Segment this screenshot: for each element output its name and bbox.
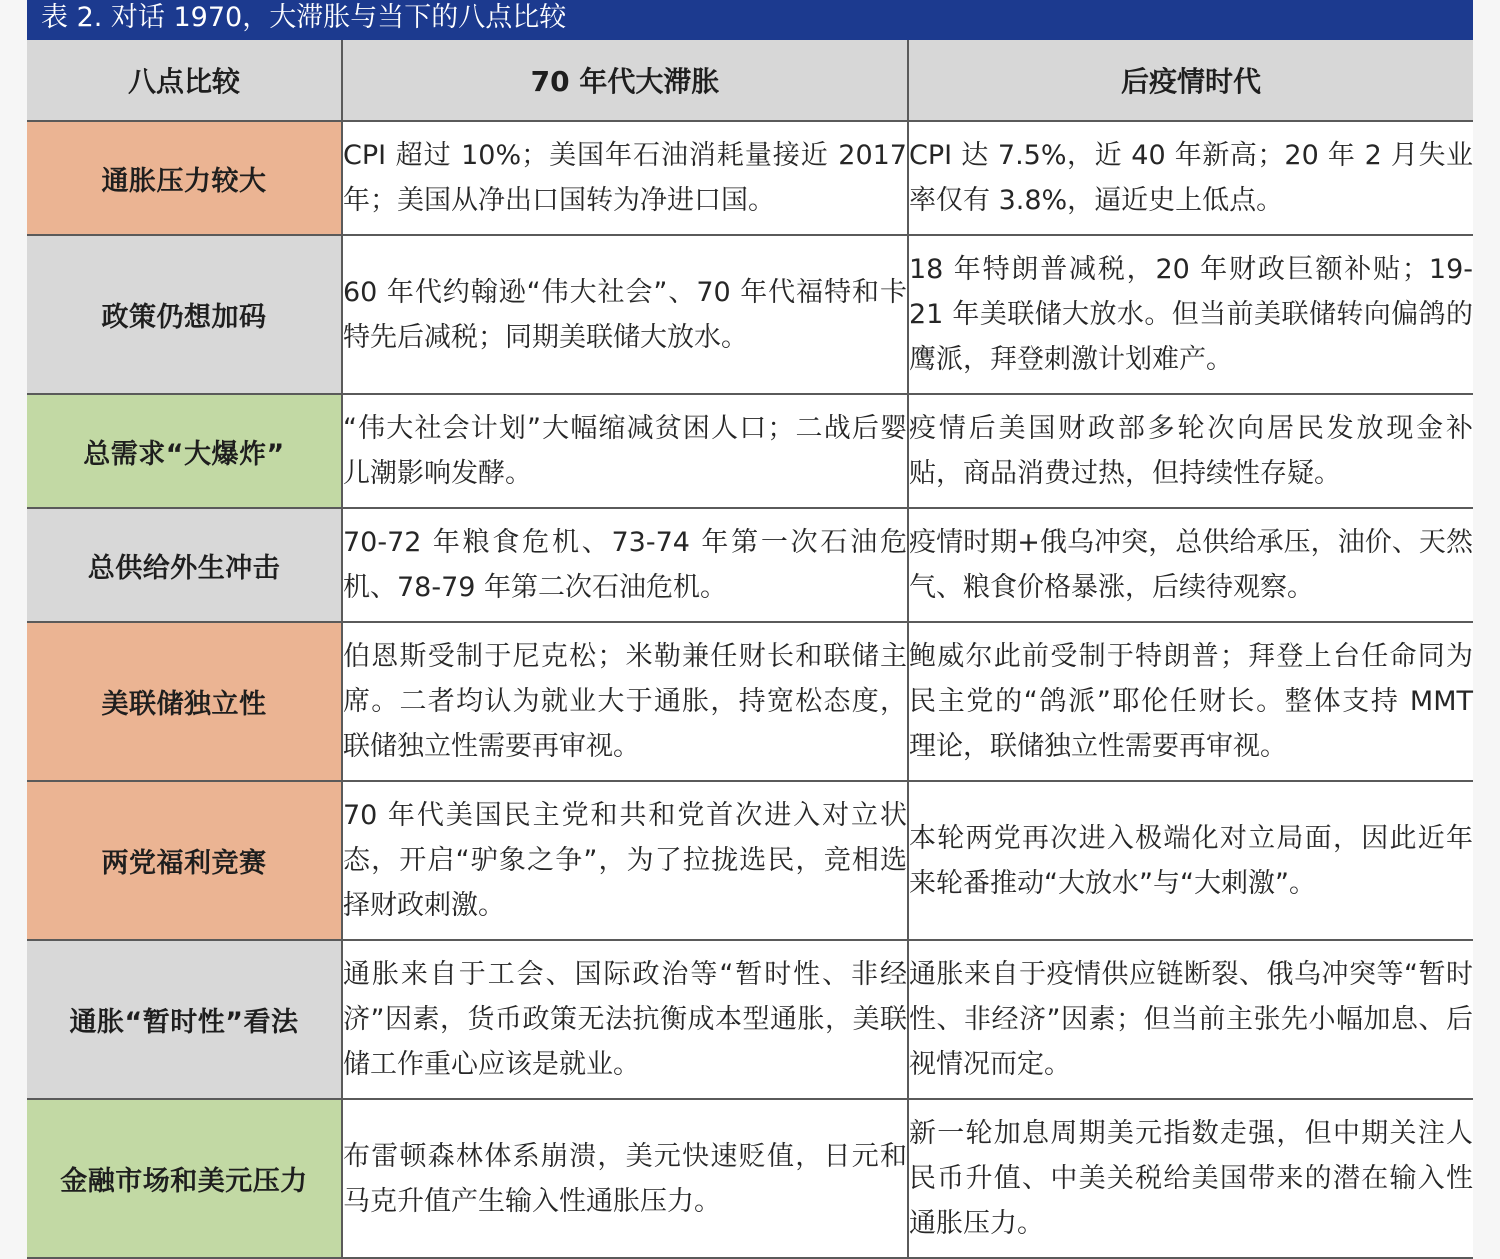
header-1970s: 70 年代大滞胀	[342, 40, 908, 121]
table-title: 表 2. 对话 1970，大滞胀与当下的八点比较	[27, 0, 1473, 40]
row-label: 通胀压力较大	[27, 121, 342, 235]
table-row	[27, 622, 1473, 781]
table-row	[27, 508, 1473, 622]
header-row	[27, 40, 1473, 121]
row-label: 美联储独立性	[27, 622, 342, 781]
table-row	[27, 781, 1473, 940]
row-label: 政策仍想加码	[27, 235, 342, 394]
cell-1970s: “伟大社会计划”大幅缩减贫困人口；二战后婴儿潮影响发酵。	[342, 394, 908, 508]
row-label: 通胀“暂时性”看法	[27, 940, 342, 1099]
cell-post-pandemic: 疫情时期+俄乌冲突，总供给承压，油价、天然气、粮食价格暴涨，后续待观察。	[908, 508, 1473, 622]
cell-1970s: 布雷顿森林体系崩溃，美元快速贬值，日元和马克升值产生输入性通胀压力。	[342, 1099, 908, 1258]
header-post-pandemic: 后疫情时代	[908, 40, 1473, 121]
cell-1970s: 伯恩斯受制于尼克松；米勒兼任财长和联储主席。二者均认为就业大于通胀，持宽松态度，联储独立性需要再审视。	[342, 622, 908, 781]
header-aspect: 八点比较	[27, 40, 342, 121]
cell-post-pandemic: 通胀来自于疫情供应链断裂、俄乌冲突等“暂时性、非经济”因素；但当前主张先小幅加息、后视情况而定。	[908, 940, 1473, 1099]
cell-post-pandemic: 新一轮加息周期美元指数走强，但中期关注人民币升值、中美关税给美国带来的潜在输入性通胀压力。	[908, 1099, 1473, 1258]
cell-1970s: CPI 超过 10%；美国年石油消耗量接近 2017 年；美国从净出口国转为净进口国。	[342, 121, 908, 235]
cell-1970s: 通胀来自于工会、国际政治等“暂时性、非经济”因素，货币政策无法抗衡成本型通胀，美联储工作重心应该是就业。	[342, 940, 908, 1099]
cell-post-pandemic: 鲍威尔此前受制于特朗普；拜登上台任命同为民主党的“鸽派”耶伦任财长。整体支持 MMT 理论，联储独立性需要再审视。	[908, 622, 1473, 781]
cell-1970s: 70 年代美国民主党和共和党首次进入对立状态，开启“驴象之争”，为了拉拢选民，竞相选择财政刺激。	[342, 781, 908, 940]
row-label: 总供给外生冲击	[27, 508, 342, 622]
table-row	[27, 121, 1473, 235]
cell-post-pandemic: 疫情后美国财政部多轮次向居民发放现金补贴，商品消费过热，但持续性存疑。	[908, 394, 1473, 508]
cell-1970s: 70-72 年粮食危机、73-74 年第一次石油危机、78-79 年第二次石油危机。	[342, 508, 908, 622]
table-row	[27, 235, 1473, 394]
cell-post-pandemic: CPI 达 7.5%，近 40 年新高；20 年 2 月失业率仅有 3.8%，逼近史上低点。	[908, 121, 1473, 235]
cell-post-pandemic: 18 年特朗普减税，20 年财政巨额补贴；19-21 年美联储大放水。但当前美联储转向偏鸽的鹰派，拜登刺激计划难产。	[908, 235, 1473, 394]
row-label: 两党福利竞赛	[27, 781, 342, 940]
table-row	[27, 940, 1473, 1099]
cell-post-pandemic: 本轮两党再次进入极端化对立局面，因此近年来轮番推动“大放水”与“大刺激”。	[908, 781, 1473, 940]
table-row	[27, 1099, 1473, 1258]
table-row	[27, 394, 1473, 508]
cell-1970s: 60 年代约翰逊“伟大社会”、70 年代福特和卡特先后减税；同期美联储大放水。	[342, 235, 908, 394]
row-label: 金融市场和美元压力	[27, 1099, 342, 1258]
row-label: 总需求“大爆炸”	[27, 394, 342, 508]
comparison-table	[27, 40, 1473, 1259]
